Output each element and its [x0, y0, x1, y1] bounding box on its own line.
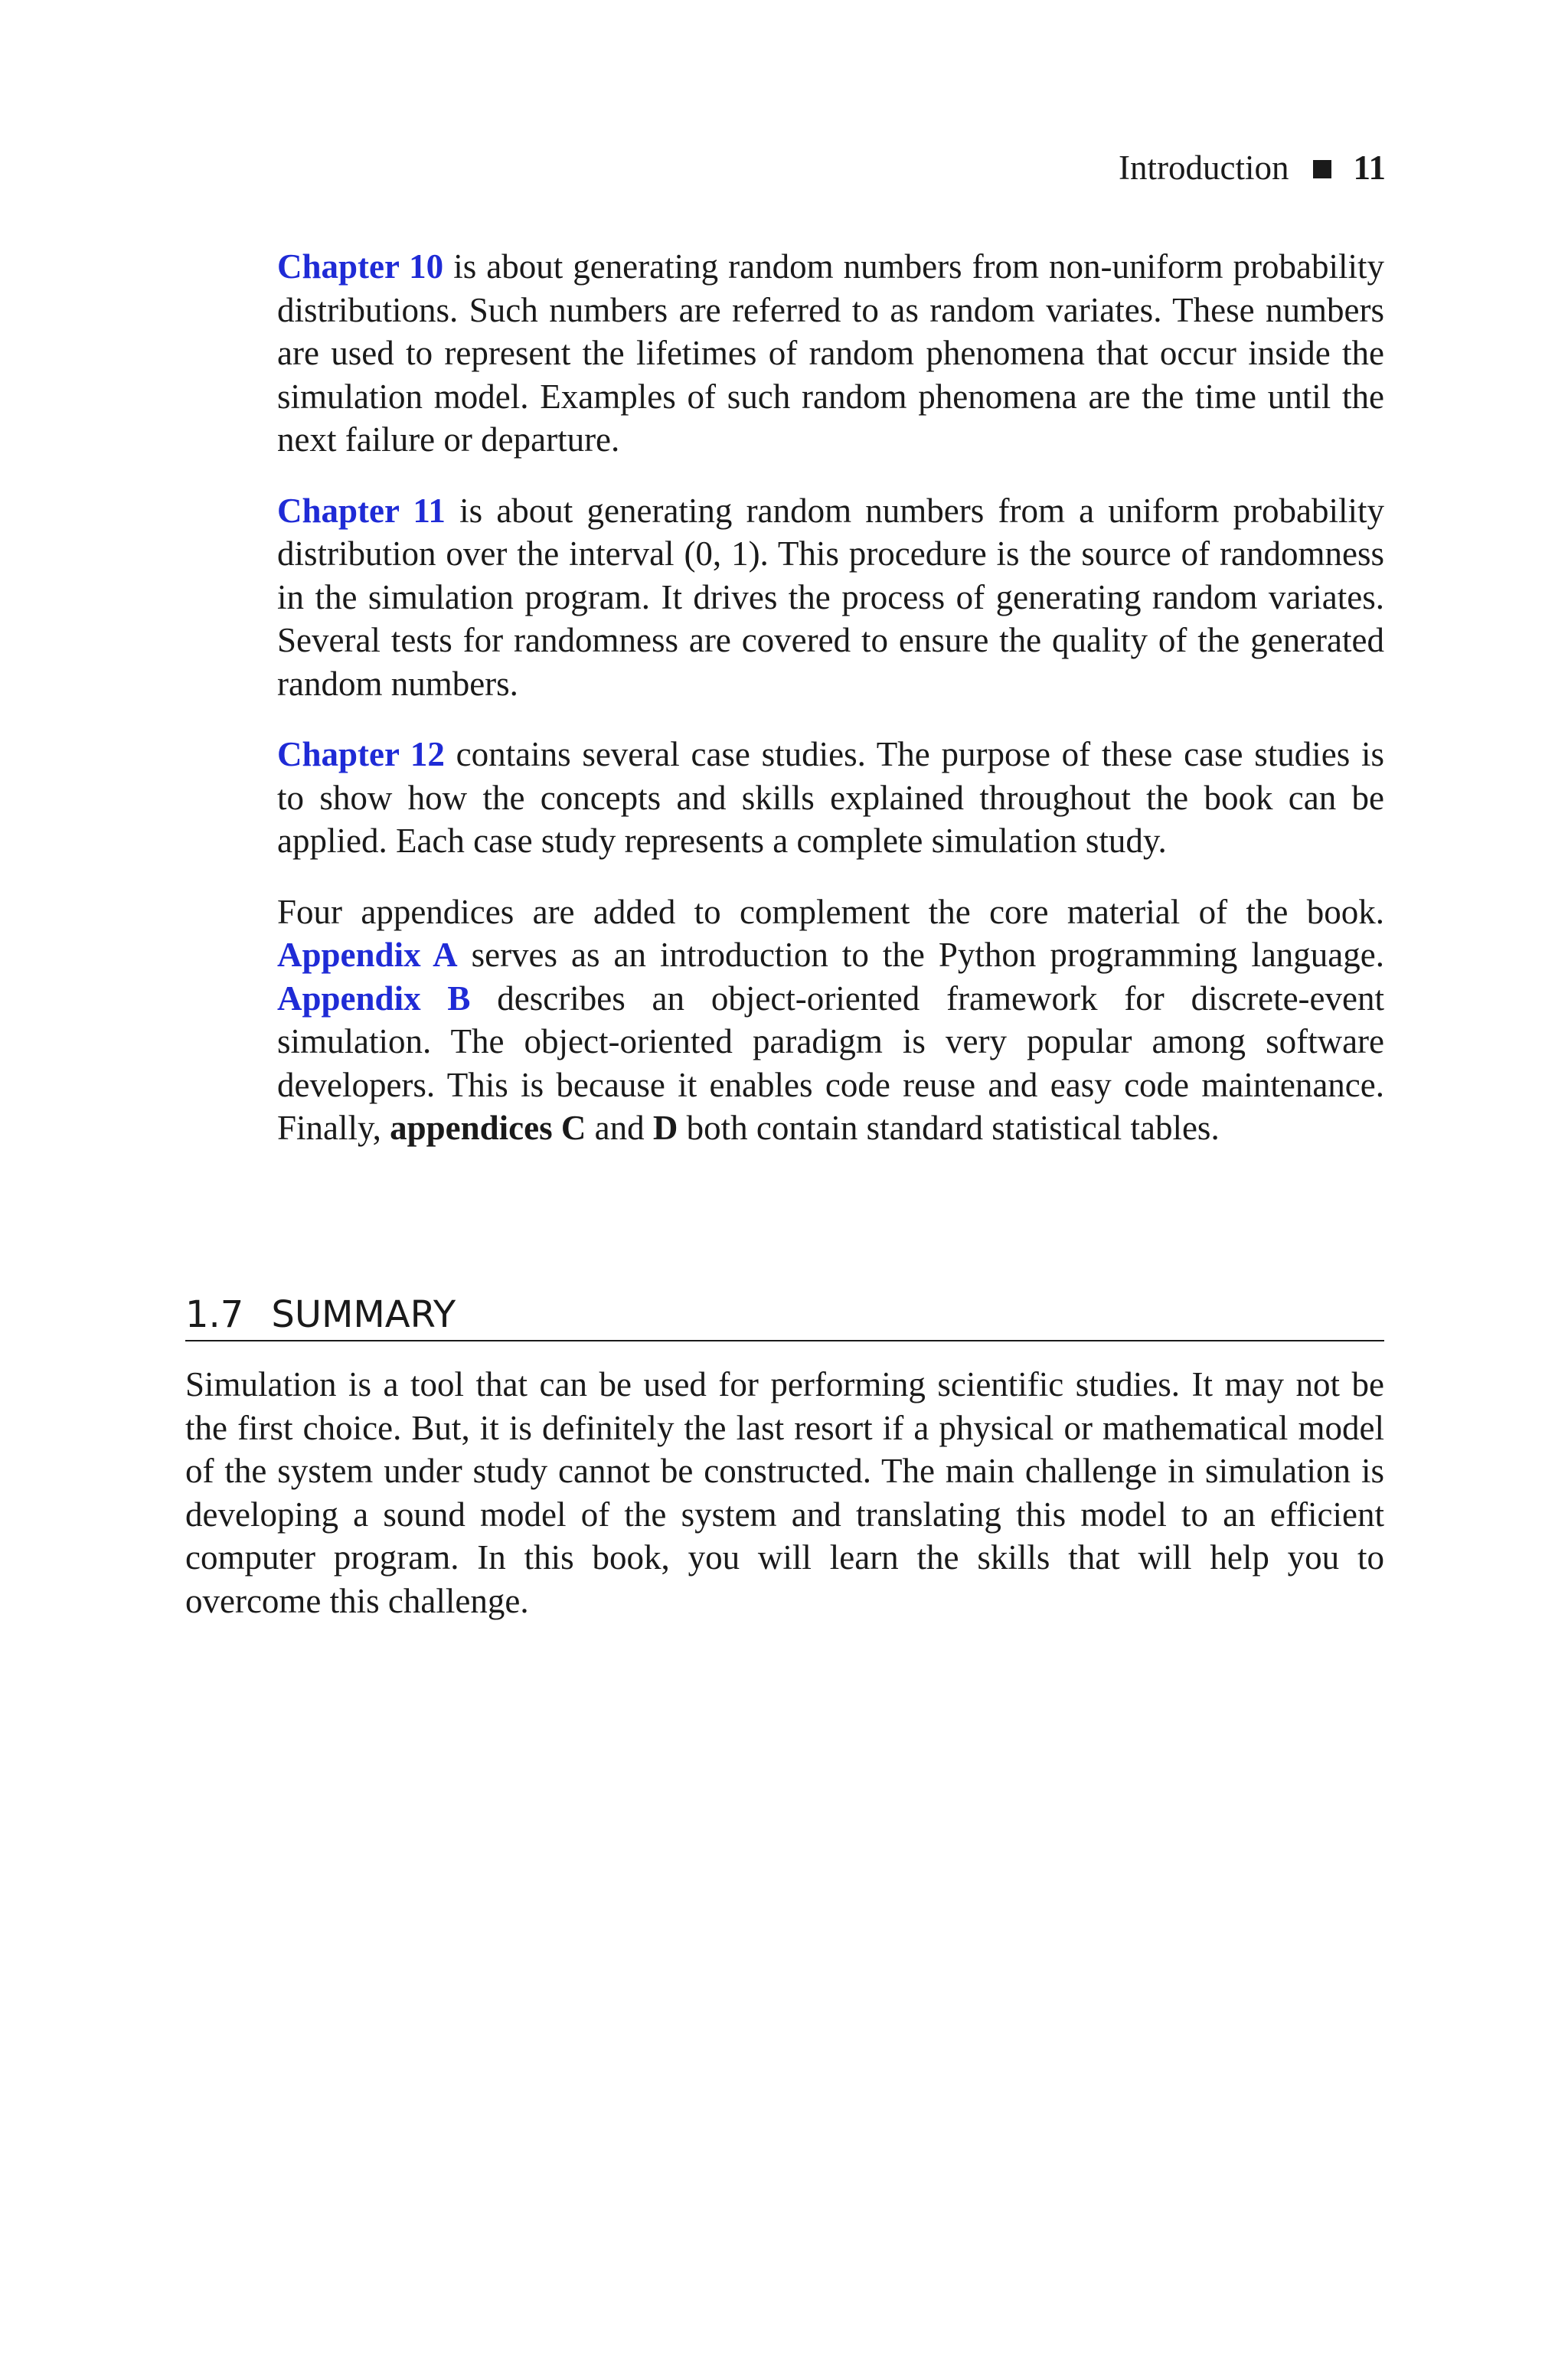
summary-paragraph: Simulation is a tool that can be used for performing scientific studies. It may not be the first choice. But, it is definitely the last resort if a physical or mathematical model of the system under study cannot be constructed. The main challenge in simulation is developing a sound model of the system and translating this model to an efficient computer program. In this book, you will learn the skills that will help you to overcome this challenge. [185, 1365, 1384, 1620]
paragraph-text: is about generating random numbers from non-uniform probability distributions. Such numbers are referred to as random variates. These numbers are used to represent the lifetimes of random phenomena that occur inside the simulation model. Examples of such random phenomena are the time until the next failure or departure. [277, 247, 1384, 459]
link-appendix-a[interactable]: Appendix A [277, 936, 458, 974]
paragraph-chapter-10 [277, 245, 1384, 462]
paragraph-text: and [586, 1109, 653, 1147]
link-chapter-10[interactable]: Chapter 10 [277, 247, 444, 286]
square-bullet-icon [1313, 160, 1331, 178]
running-head [1119, 147, 1386, 188]
paragraph-text: is about generating random numbers from a uniform probability distribution over the interval (0, 1). This procedure is the source of randomness in the simulation program. It drives the process of generating random variates. Several tests for randomness are covered to ensure the quality of the generated random numbers. [277, 491, 1385, 703]
paragraph-text: Four appendices are added to complement the core material of the book. [277, 892, 1384, 931]
page-number: 11 [1353, 149, 1386, 187]
section-heading [185, 1291, 1384, 1341]
bold-appendices-c: appendices C [390, 1109, 586, 1147]
section-title: SUMMARY [271, 1293, 456, 1336]
paragraph-text: contains several case studies. The purpose of these case studies is to show how the concepts and skills explained throughout the book can be applied. Each case study represents a complete simulation study. [277, 735, 1384, 860]
bold-appendix-d: D [652, 1109, 678, 1147]
link-chapter-12[interactable]: Chapter 12 [277, 735, 445, 773]
link-appendix-b[interactable]: Appendix B [277, 979, 471, 1018]
paragraph-text: both contain standard statistical tables. [678, 1109, 1220, 1147]
link-chapter-11[interactable]: Chapter 11 [277, 491, 446, 530]
paragraph-chapter-11 [277, 489, 1384, 706]
paragraph-chapter-12 [277, 733, 1384, 863]
summary-section [185, 1363, 1384, 1622]
chapter-overview [277, 245, 1384, 1178]
running-head-title: Introduction [1119, 149, 1289, 187]
paragraph-appendices [277, 890, 1384, 1150]
paragraph-text: describes an object-oriented framework for discrete-event simulation. The object-oriented paradigm is very popular among software developers. This is because it enables code reuse and easy code maintenance. Finally, [277, 979, 1384, 1147]
section-number: 1.7 [185, 1293, 244, 1336]
paragraph-text: serves as an introduction to the Python programming language. [457, 936, 1384, 974]
